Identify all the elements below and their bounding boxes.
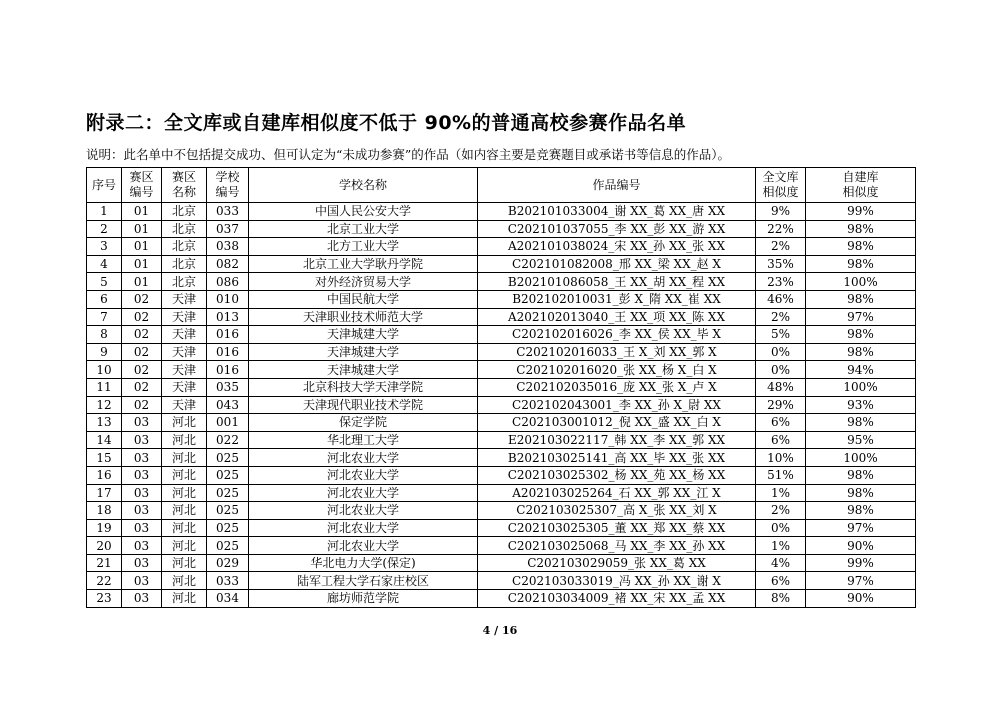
cell-school-code: 016 [207,361,249,379]
cell-full-db-similarity: 0% [756,361,806,379]
cell-full-db-similarity: 4% [756,554,806,572]
cell-school-name: 天津城建大学 [249,361,478,379]
cell-region-code: 01 [122,255,162,273]
cell-full-db-similarity: 2% [756,238,806,256]
cell-region-code: 02 [122,308,162,326]
cell-school-name: 天津职业技术师范大学 [249,308,478,326]
table-row [87,554,916,572]
cell-own-db-similarity: 90% [806,590,916,608]
cell-school-code: 029 [207,554,249,572]
cell-own-db-similarity: 100% [806,449,916,467]
cell-region-name: 河北 [162,554,207,572]
cell-own-db-similarity: 100% [806,378,916,396]
participant-table [86,167,916,608]
cell-full-db-similarity: 0% [756,343,806,361]
cell-region-code: 02 [122,396,162,414]
cell-no: 12 [87,396,122,414]
cell-school-name: 天津城建大学 [249,343,478,361]
table-row [87,273,916,291]
cell-work-id: C202103001012_倪 XX_盛 XX_白 X [478,414,756,432]
cell-region-code: 01 [122,273,162,291]
cell-work-id: C202103025305_董 XX_郑 XX_蔡 XX [478,519,756,537]
explanatory-note: 说明：此名单中不包括提交成功、但可认定为“未成功参赛”的作品（如内容主要是竞赛题目或承诺书等信息的作品）。 [86,147,731,162]
cell-school-code: 025 [207,466,249,484]
cell-no: 4 [87,255,122,273]
cell-school-name: 河北农业大学 [249,519,478,537]
cell-school-code: 025 [207,519,249,537]
cell-own-db-similarity: 98% [806,255,916,273]
cell-full-db-similarity: 1% [756,484,806,502]
header-full-db-similarity: 全文库 相似度 [756,168,806,203]
cell-full-db-similarity: 10% [756,449,806,467]
table-row [87,361,916,379]
cell-no: 3 [87,238,122,256]
cell-own-db-similarity: 99% [806,554,916,572]
cell-school-name: 廊坊师范学院 [249,590,478,608]
cell-region-code: 01 [122,220,162,238]
cell-work-id: B202103025141_高 XX_毕 XX_张 XX [478,449,756,467]
cell-school-code: 016 [207,326,249,344]
cell-region-name: 天津 [162,290,207,308]
cell-school-name: 华北理工大学 [249,431,478,449]
cell-no: 1 [87,203,122,221]
cell-no: 7 [87,308,122,326]
cell-no: 10 [87,361,122,379]
cell-no: 15 [87,449,122,467]
table-row [87,290,916,308]
header-school-name: 学校名称 [249,168,478,203]
table-row [87,590,916,608]
cell-work-id: C202102016020_张 XX_杨 X_白 X [478,361,756,379]
cell-school-name: 北京工业大学耿丹学院 [249,255,478,273]
cell-school-code: 034 [207,590,249,608]
cell-own-db-similarity: 98% [806,290,916,308]
cell-work-id: C202103025302_杨 XX_苑 XX_杨 XX [478,466,756,484]
cell-region-code: 02 [122,361,162,379]
cell-no: 17 [87,484,122,502]
cell-own-db-similarity: 98% [806,466,916,484]
cell-full-db-similarity: 2% [756,308,806,326]
cell-school-code: 001 [207,414,249,432]
cell-region-code: 01 [122,238,162,256]
cell-school-code: 025 [207,449,249,467]
page-title: 附录二：全文库或自建库相似度不低于 90%的普通高校参赛作品名单 [86,112,687,134]
cell-school-name: 天津城建大学 [249,326,478,344]
cell-region-name: 北京 [162,255,207,273]
cell-work-id: B202101086058_王 XX_胡 XX_程 XX [478,273,756,291]
cell-school-code: 082 [207,255,249,273]
cell-full-db-similarity: 46% [756,290,806,308]
cell-region-code: 03 [122,431,162,449]
table-row [87,466,916,484]
cell-region-name: 北京 [162,220,207,238]
cell-no: 20 [87,537,122,555]
cell-region-name: 北京 [162,203,207,221]
cell-own-db-similarity: 90% [806,537,916,555]
table-row [87,343,916,361]
cell-no: 22 [87,572,122,590]
cell-region-code: 02 [122,290,162,308]
cell-region-code: 03 [122,502,162,520]
cell-work-id: C202103025068_马 XX_李 XX_孙 XX [478,537,756,555]
cell-no: 16 [87,466,122,484]
cell-own-db-similarity: 98% [806,343,916,361]
cell-school-code: 025 [207,537,249,555]
cell-work-id: C202103033019_冯 XX_孙 XX_谢 X [478,572,756,590]
cell-school-code: 016 [207,343,249,361]
cell-region-code: 01 [122,203,162,221]
cell-region-name: 北京 [162,273,207,291]
cell-no: 19 [87,519,122,537]
cell-region-code: 03 [122,466,162,484]
cell-region-code: 02 [122,378,162,396]
cell-school-name: 河北农业大学 [249,537,478,555]
cell-region-code: 03 [122,484,162,502]
cell-region-name: 天津 [162,361,207,379]
cell-no: 2 [87,220,122,238]
cell-no: 8 [87,326,122,344]
cell-region-name: 河北 [162,431,207,449]
cell-school-code: 043 [207,396,249,414]
cell-school-code: 035 [207,378,249,396]
cell-full-db-similarity: 23% [756,273,806,291]
table-row [87,308,916,326]
cell-region-name: 北京 [162,238,207,256]
cell-region-name: 河北 [162,414,207,432]
cell-full-db-similarity: 1% [756,537,806,555]
cell-full-db-similarity: 6% [756,431,806,449]
cell-full-db-similarity: 35% [756,255,806,273]
cell-full-db-similarity: 9% [756,203,806,221]
header-region-code: 赛区 编号 [122,168,162,203]
cell-no: 23 [87,590,122,608]
cell-school-name: 华北电力大学(保定) [249,554,478,572]
table-row [87,378,916,396]
cell-school-code: 086 [207,273,249,291]
cell-school-code: 025 [207,484,249,502]
cell-full-db-similarity: 8% [756,590,806,608]
cell-school-name: 北京工业大学 [249,220,478,238]
table-row [87,502,916,520]
table-row [87,449,916,467]
cell-no: 11 [87,378,122,396]
cell-own-db-similarity: 100% [806,273,916,291]
table-row [87,572,916,590]
cell-work-id: C202101082008_邢 XX_梁 XX_赵 X [478,255,756,273]
cell-region-code: 02 [122,343,162,361]
cell-school-name: 中国人民公安大学 [249,203,478,221]
table-row [87,414,916,432]
cell-region-name: 河北 [162,484,207,502]
cell-full-db-similarity: 48% [756,378,806,396]
cell-school-code: 033 [207,203,249,221]
cell-no: 13 [87,414,122,432]
cell-full-db-similarity: 5% [756,326,806,344]
cell-school-name: 天津现代职业技术学院 [249,396,478,414]
cell-own-db-similarity: 97% [806,308,916,326]
cell-own-db-similarity: 98% [806,484,916,502]
cell-full-db-similarity: 22% [756,220,806,238]
cell-own-db-similarity: 98% [806,414,916,432]
cell-region-name: 天津 [162,308,207,326]
cell-no: 21 [87,554,122,572]
table-row [87,519,916,537]
cell-full-db-similarity: 6% [756,414,806,432]
cell-region-name: 河北 [162,466,207,484]
cell-region-code: 03 [122,519,162,537]
cell-work-id: C202103025307_高 X_张 XX_刘 X [478,502,756,520]
table-row [87,238,916,256]
cell-own-db-similarity: 98% [806,326,916,344]
cell-school-code: 022 [207,431,249,449]
table-row [87,326,916,344]
cell-work-id: C202103029059_张 XX_葛 XX [478,554,756,572]
cell-work-id: C202101037055_李 XX_彭 XX_游 XX [478,220,756,238]
page-number: 4 / 16 [482,624,518,637]
header-own-db-similarity: 自建库 相似度 [806,168,916,203]
cell-own-db-similarity: 95% [806,431,916,449]
cell-own-db-similarity: 97% [806,572,916,590]
cell-region-name: 天津 [162,326,207,344]
cell-work-id: C202102035016_庞 XX_张 X_卢 X [478,378,756,396]
cell-region-name: 河北 [162,502,207,520]
cell-no: 18 [87,502,122,520]
cell-work-id: B202102010031_彭 X_隋 XX_崔 XX [478,290,756,308]
cell-own-db-similarity: 93% [806,396,916,414]
cell-school-code: 010 [207,290,249,308]
cell-school-code: 038 [207,238,249,256]
table-row [87,203,916,221]
cell-region-code: 03 [122,572,162,590]
cell-full-db-similarity: 29% [756,396,806,414]
cell-school-name: 保定学院 [249,414,478,432]
cell-region-code: 03 [122,590,162,608]
cell-work-id: A202102013040_王 XX_项 XX_陈 XX [478,308,756,326]
cell-school-code: 037 [207,220,249,238]
cell-school-code: 025 [207,502,249,520]
cell-work-id: C202102043001_李 XX_孙 X_尉 XX [478,396,756,414]
cell-own-db-similarity: 98% [806,502,916,520]
cell-work-id: C202103034009_褚 XX_宋 XX_孟 XX [478,590,756,608]
cell-full-db-similarity: 6% [756,572,806,590]
cell-region-name: 天津 [162,396,207,414]
cell-school-name: 中国民航大学 [249,290,478,308]
cell-work-id: C202102016026_李 XX_侯 XX_毕 X [478,326,756,344]
cell-school-code: 033 [207,572,249,590]
cell-full-db-similarity: 2% [756,502,806,520]
cell-school-name: 河北农业大学 [249,466,478,484]
cell-no: 14 [87,431,122,449]
cell-school-name: 陆军工程大学石家庄校区 [249,572,478,590]
cell-school-code: 013 [207,308,249,326]
header-school-code: 学校 编号 [207,168,249,203]
cell-region-name: 河北 [162,537,207,555]
cell-region-code: 03 [122,554,162,572]
cell-region-name: 河北 [162,590,207,608]
cell-no: 5 [87,273,122,291]
cell-own-db-similarity: 97% [806,519,916,537]
table-row [87,537,916,555]
header-no: 序号 [87,168,122,203]
cell-full-db-similarity: 51% [756,466,806,484]
cell-own-db-similarity: 98% [806,220,916,238]
cell-work-id: A202101038024_宋 XX_孙 XX_张 XX [478,238,756,256]
cell-school-name: 河北农业大学 [249,484,478,502]
cell-region-name: 河北 [162,572,207,590]
table-row [87,484,916,502]
table-row [87,220,916,238]
cell-work-id: A202103025264_石 XX_郭 XX_江 X [478,484,756,502]
header-region-name: 赛区 名称 [162,168,207,203]
cell-region-code: 03 [122,449,162,467]
cell-school-name: 河北农业大学 [249,449,478,467]
cell-work-id: E202103022117_韩 XX_李 XX_郭 XX [478,431,756,449]
cell-work-id: B202101033004_谢 XX_葛 XX_唐 XX [478,203,756,221]
cell-no: 9 [87,343,122,361]
cell-region-name: 天津 [162,343,207,361]
cell-own-db-similarity: 94% [806,361,916,379]
table-header-row [87,168,916,203]
cell-region-name: 河北 [162,519,207,537]
cell-school-name: 北京科技大学天津学院 [249,378,478,396]
cell-region-name: 河北 [162,449,207,467]
cell-school-name: 河北农业大学 [249,502,478,520]
cell-own-db-similarity: 98% [806,238,916,256]
cell-region-code: 03 [122,537,162,555]
table-row [87,396,916,414]
cell-region-code: 02 [122,326,162,344]
header-work-id: 作品编号 [478,168,756,203]
cell-no: 6 [87,290,122,308]
cell-full-db-similarity: 0% [756,519,806,537]
cell-region-code: 03 [122,414,162,432]
cell-work-id: C202102016033_王 X_刘 XX_郭 X [478,343,756,361]
table-row [87,431,916,449]
cell-school-name: 对外经济贸易大学 [249,273,478,291]
cell-own-db-similarity: 99% [806,203,916,221]
cell-region-name: 天津 [162,378,207,396]
table-row [87,255,916,273]
cell-school-name: 北方工业大学 [249,238,478,256]
